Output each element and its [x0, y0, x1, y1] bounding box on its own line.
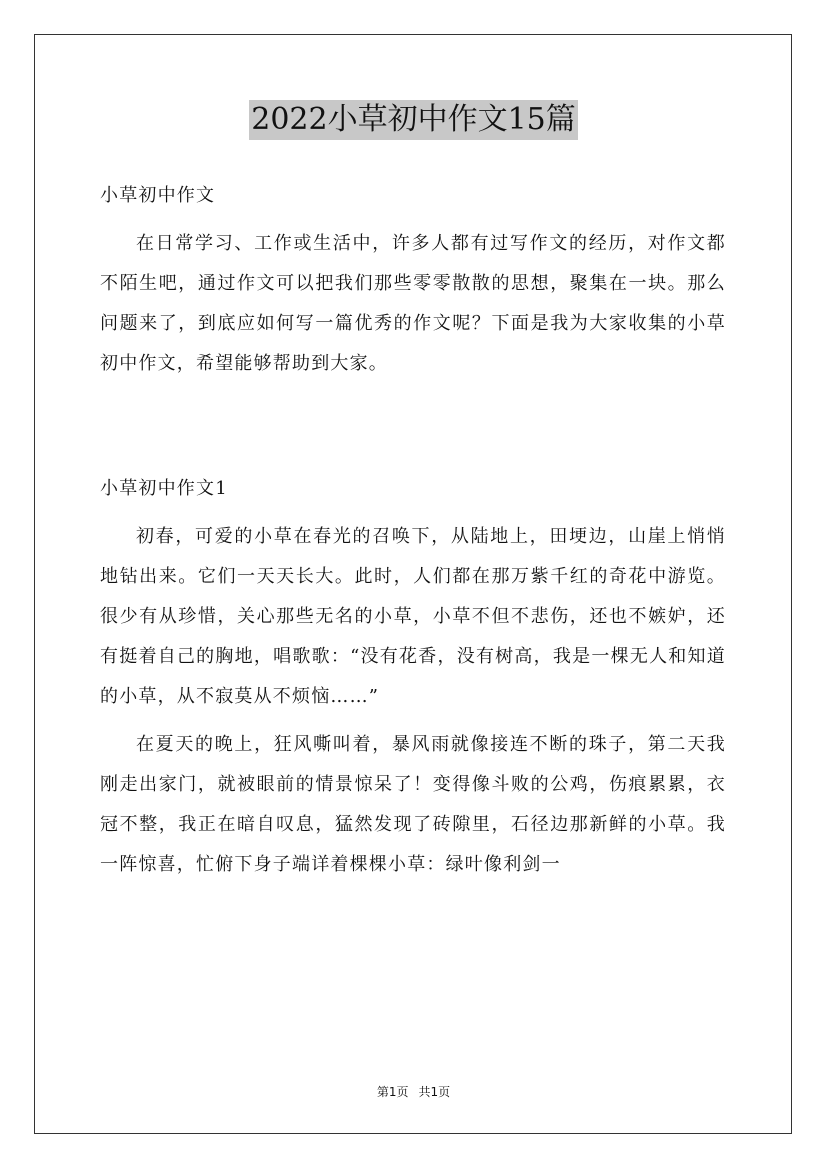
page-number: 第1页 [376, 1085, 409, 1099]
page-total: 共1页 [418, 1085, 451, 1099]
spacer [100, 717, 726, 725]
essay1-paragraph-2: 在夏天的晚上，狂风嘶叫着，暴风雨就像接连不断的珠子，第二天我刚走出家门，就被眼前的情景惊呆了！变得像斗败的公鸡，伤痕累累，衣冠不整，我正在暗自叹息，猛然发现了砖隙里，石径边那新鲜的小草。我一阵惊喜，忙俯下身子端详着棵棵小草：绿叶像利剑一 [100, 734, 726, 875]
title-container [0, 100, 827, 140]
page-footer [0, 1084, 827, 1100]
spacer [100, 509, 726, 517]
essay1-paragraph-1: 初春，可爱的小草在春光的召唤下，从陆地上，田埂边，山崖上悄悄地钻出来。它们一天天长大。此时，人们都在那万紫千红的奇花中游览。很少有从珍惜，关心那些无名的小草，小草不但不悲伤，还也不嫉妒，还有挺着自己的胸地，唱歌歌：“没有花香，没有树高，我是一棵无人和知道的小草，从不寂莫从不烦恼……” [100, 526, 726, 707]
essay1-heading: 小草初中作文1 [100, 478, 228, 499]
intro-heading: 小草初中作文 [100, 185, 216, 206]
spacer [100, 216, 726, 224]
spacer [100, 384, 726, 469]
intro-paragraph: 在日常学习、工作或生活中，许多人都有过写作文的经历，对作文都不陌生吧，通过作文可以把我们那些零零散散的思想，聚集在一块。那么问题来了，到底应如何写一篇优秀的作文呢？下面是我为大家收集的小草初中作文，希望能够帮助到大家。 [100, 233, 726, 374]
document-body [100, 176, 726, 885]
document-title: 2022小草初中作文15篇 [249, 100, 578, 140]
